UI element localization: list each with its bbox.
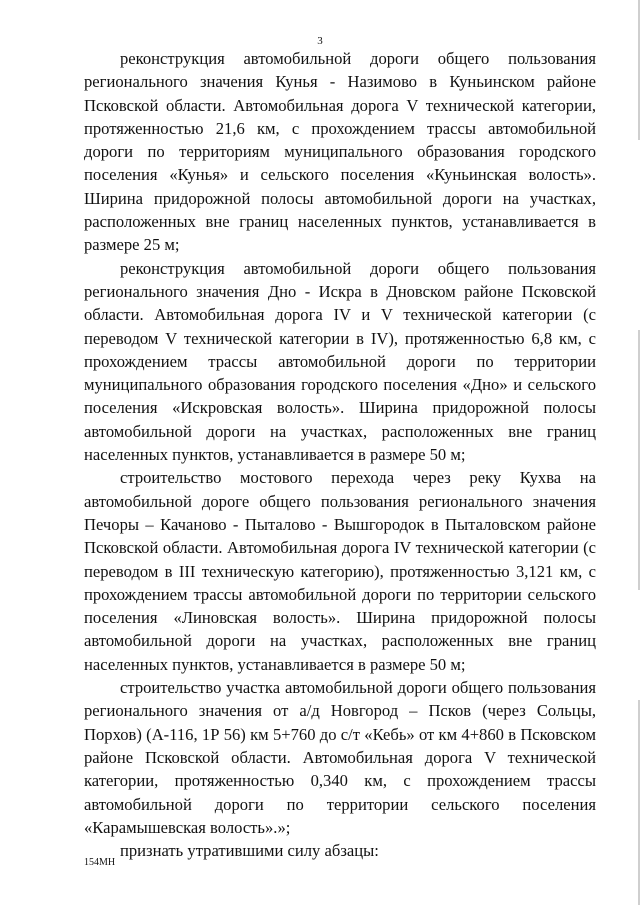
paragraph-dno-iskra: реконструкция автомобильной дороги общего пользования регионального значения Дно - Искра в Дновском районе Псковской области. Автомобильная дорога IV и V технической категории (с переводом V технической категории в IV), протяженностью 6,8 км, с прохождением трассы автомобильной дороги по территории муниципального образования городского поселения «Дно» и сельского поселения «Искровская волость». Ширина придорожной полосы автомобильной дороги на участках, расположенных вне границ населенных пунктов, устанавливается в размере 50 м;	[84, 258, 596, 465]
paragraph-repeal: признать утратившими силу абзацы:	[120, 841, 379, 861]
page-number: 3	[317, 35, 323, 47]
paragraph-keb-section: строительство участка автомобильной дороги общего пользования регионального значения от а/д Новгород – Псков (через Сольцы, Порхов) (А-116, 1Р 56) км 5+760 до с/т «Кебь» от км 4+860 в Псковском районе Псковской области. Автомобильная дорога V технической категории, протяженностью 0,340 км, с прохождением трассы автомобильной дороги по территории сельского поселения «Карамышевская волость».»;	[84, 678, 596, 837]
document-body	[84, 47, 596, 862]
paragraph-kunya-nazimovo: реконструкция автомобильной дороги общего пользования регионального значения Кунья - Назимово в Куньинском районе Псковской области. Автомобильная дорога V технической категории, протяженностью 21,6 км, с прохождением трассы автомобильной дороги по территориям муниципального образования городского поселения «Кунья» и сельского поселения «Куньинская волость». Ширина придорожной полосы автомобильной дороги на участках, расположенных вне границ населенных пунктов, устанавливается в размере 25 м;	[84, 49, 596, 255]
paragraph-kukhva-bridge: строительство мостового перехода через реку Кухва на автомобильной дороге общего пользования регионального значения Печоры – Качаново - Пыталово - Вышгородок в Пыталовском районе Псковской области. Автомобильная дорога IV технической категории (с переводом в III техническую категорию), протяженностью 3,121 км, с прохождением трассы автомобильной дороги по территории сельского поселения «Линовская волость». Ширина придорожной полосы автомобильной дороги на участках, расположенных вне границ населенных пунктов, устанавливается в размере 50 м;	[84, 468, 596, 674]
footer-document-code: 154МН	[84, 857, 116, 868]
